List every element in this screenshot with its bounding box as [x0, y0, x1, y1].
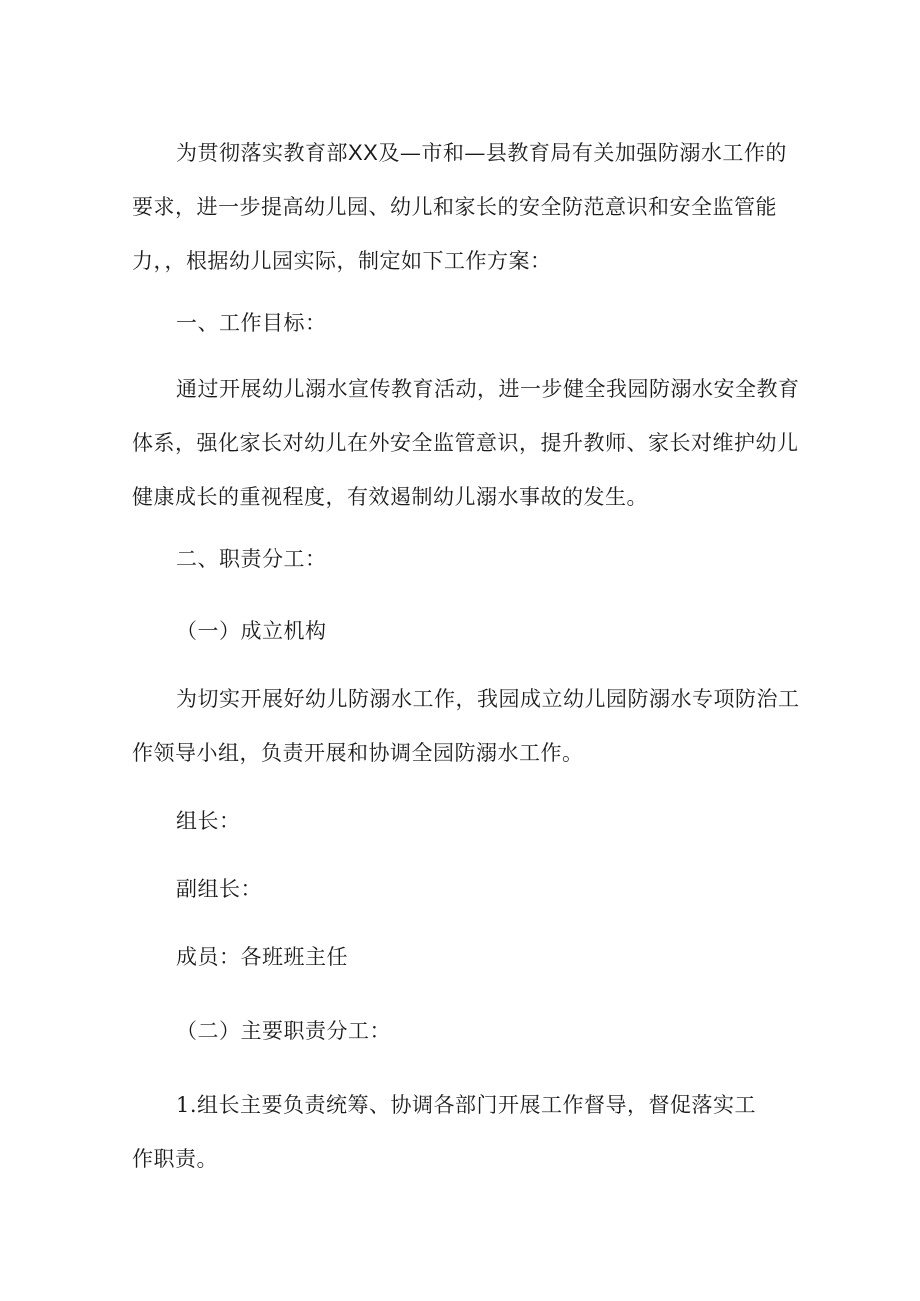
intro-text-1a: 为贯彻落实教育部 [176, 141, 348, 165]
section1-line-3: 健康成长的重视程度，有效遏制幼儿溺水事故的发生。 [132, 485, 648, 509]
item1-paragraph [132, 1078, 776, 1186]
members-line: 成员：各班班主任 [176, 945, 348, 969]
intro-paragraph [132, 126, 787, 288]
section1-line-2: 体系，强化家长对幼儿在外安全监管意识，提升教师、家长对维护幼儿 [132, 431, 799, 455]
leader-line: 组长： [176, 809, 241, 833]
intro-line-2: 要求，进一步提高幼儿园、幼儿和家长的安全防范意识和安全监管能 [132, 195, 777, 219]
deputy-leader-line: 副组长： [176, 877, 262, 901]
item1-line-1: 1.组长主要负责统筹、协调各部门开展工作督导，督促落实工 [176, 1093, 757, 1117]
intro-line-3: 力，，根据幼儿园实际，制定如下工作方案： [132, 249, 552, 273]
sub1-heading: （一）成立机构 [176, 619, 327, 643]
sub1-line-2: 作领导小组，负责开展和协调全园防溺水工作。 [132, 741, 584, 765]
sub1-paragraph [132, 672, 800, 780]
sub1-line-1: 为切实开展好幼儿防溺水工作，我园成立幼儿园防溺水专项防治工 [176, 687, 800, 711]
section1-line-1: 通过开展幼儿溺水宣传教育活动，进一步健全我园防溺水安全教育 [176, 377, 800, 401]
item1-line-2: 作职责。 [132, 1147, 218, 1171]
intro-placeholder-xx: XX [348, 140, 379, 165]
intro-text-1b: 及—市和—县教育局有关加强防溺水工作的 [378, 141, 787, 165]
section1-paragraph [132, 362, 800, 524]
sub2-heading: （二）主要职责分工： [176, 1019, 391, 1043]
section2-heading: 二、职责分工： [176, 547, 327, 571]
intro-line-1 [176, 126, 787, 180]
section1-heading: 一、工作目标： [176, 311, 327, 335]
